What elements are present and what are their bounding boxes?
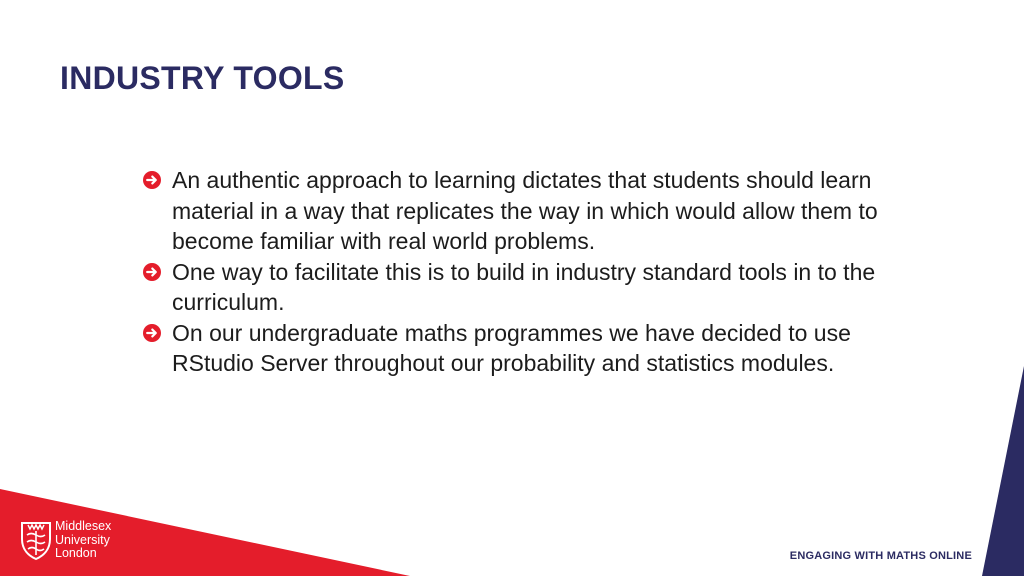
arrow-circle-right-icon xyxy=(143,263,161,281)
footer-tagline: ENGAGING WITH MATHS ONLINE xyxy=(789,550,972,562)
bullet-item xyxy=(143,318,903,379)
university-logo xyxy=(20,519,130,565)
navy-corner-band xyxy=(982,366,1024,576)
bullet-item xyxy=(143,257,903,318)
university-name-line: University xyxy=(55,532,110,547)
university-shield-icon xyxy=(20,519,52,561)
university-name-line: London xyxy=(55,546,97,560)
bullet-text: On our undergraduate maths programmes we have decided to use RStudio Server throughout our probability and statistics modules. xyxy=(172,319,851,376)
bullet-list xyxy=(143,165,903,379)
bullet-text: An authentic approach to learning dictates that students should learn material in a way that replicates the way in which would allow them to become familiar with real world problems. xyxy=(172,167,878,254)
university-name xyxy=(55,520,111,561)
bullet-item xyxy=(143,165,903,257)
arrow-circle-right-icon xyxy=(143,171,161,189)
bullet-text: One way to facilitate this is to build in industry standard tools in to the curriculum. xyxy=(172,258,876,315)
slide-title: INDUSTRY TOOLS xyxy=(60,60,345,96)
arrow-circle-right-icon xyxy=(143,324,161,342)
university-name-line: Middlesex xyxy=(55,519,112,533)
